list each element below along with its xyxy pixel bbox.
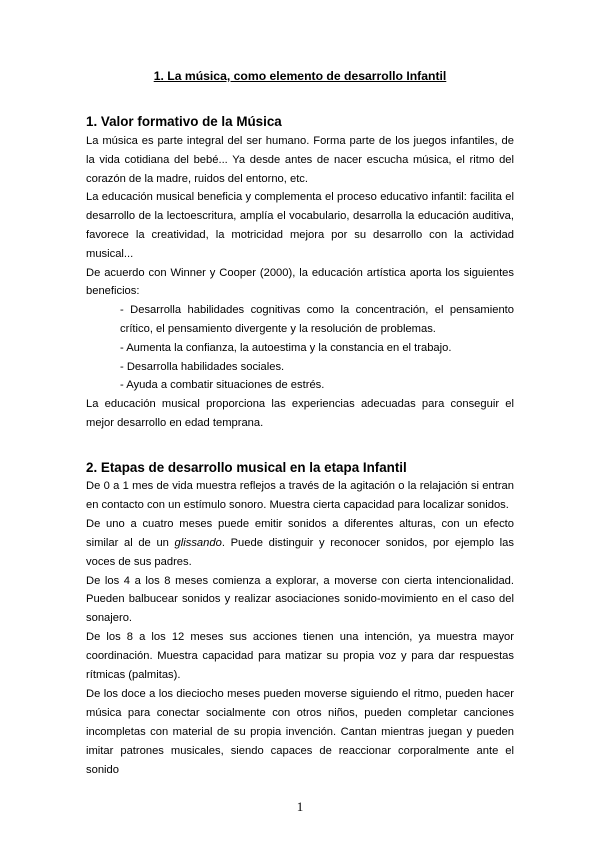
benefit-item: - Ayuda a combatir situaciones de estrés. <box>120 379 325 392</box>
section-2-paragraph-5: De los doce a los dieciocho meses pueden moverse siguiendo el ritmo, pueden hacer música para conectar socialmente con otros niños, pueden completar canciones incompletas con material de su propia invención. Cantan mientras juegan y pueden imitar patrones musicales, siendo capaces de reaccionar corporalmente ante el sonido <box>86 687 514 776</box>
italic-term: glissando <box>174 536 222 549</box>
benefit-item: - Aumenta la confianza, la autoestima y la constancia en el trabajo. <box>120 341 452 354</box>
paragraph-text: . Puede distinguir y reconocer sonidos, por ejemplo las voces de sus padres. <box>86 536 514 568</box>
section-1-paragraph-3: De acuerdo con Winner y Cooper (2000), la educación artística aporta los siguientes beneficios: <box>86 266 514 298</box>
section-2-body <box>86 477 514 780</box>
section-1-paragraph-2: La educación musical beneficia y complementa el proceso educativo infantil: facilita el desarrollo de la lectoescritura, amplía el vocabulario, desarrolla la educación auditiva, favorece la creatividad, la motricidad mejora por su desarrollo con la actividad musical... <box>86 191 514 260</box>
benefits-list <box>86 301 514 395</box>
section-1-heading: 1. Valor formativo de la Música <box>86 114 282 129</box>
section-2-paragraph-1: De 0 a 1 mes de vida muestra reflejos a través de la agitación o la relajación si entran en contacto con un estímulo sonoro. Muestra cierta capacidad para localizar sonidos. <box>86 480 514 511</box>
benefit-item: - Desarrolla habilidades sociales. <box>120 360 285 373</box>
benefit-item: - Desarrolla habilidades cognitivas como la concentración, el pensamiento crítico, el pensamiento divergente y la resolución de problemas. <box>120 304 514 335</box>
section-1-paragraph-1: La música es parte integral del ser humano. Forma parte de los juegos infantiles, de la vida cotidiana del bebé... Ya desde antes de nacer escucha música, el ritmo del corazón de la madre, ruidos del entorno, etc. <box>86 135 514 185</box>
section-2-paragraph-2 <box>86 515 514 572</box>
paragraph-text: De uno a cuatro meses puede emitir sonidos a diferentes alturas, con un efecto similar al de un <box>86 517 514 549</box>
document-title: 1. La música, como elemento de desarrollo Infantil <box>153 69 447 83</box>
section-1-body <box>86 132 514 433</box>
section-2-paragraph-3: De los 4 a los 8 meses comienza a explorar, a moverse con cierta intencionalidad. Pueden balbucear sonidos y realizar asociaciones sonido-movimiento en el caso del sonajero. <box>86 574 514 625</box>
section-2-heading: 2. Etapas de desarrollo musical en la etapa Infantil <box>86 460 407 475</box>
section-2-paragraph-4: De los 8 a los 12 meses sus acciones tienen una intención, ya muestra mayor coordinación. Muestra capacidad para matizar su propia voz y para dar respuestas rítmicas (palmitas). <box>86 631 514 682</box>
page-number: 1 <box>296 799 304 814</box>
section-1-paragraph-4: La educación musical proporciona las experiencias adecuadas para conseguir el mejor desarrollo en edad temprana. <box>86 398 514 429</box>
